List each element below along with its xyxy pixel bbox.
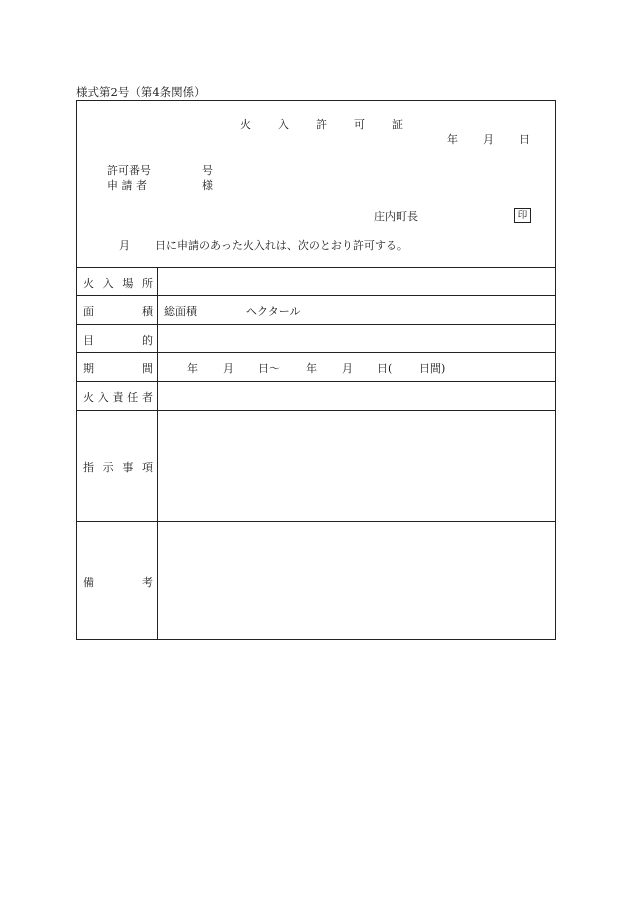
permit-number-suffix: 号 xyxy=(202,164,213,177)
applicant-honorific: 様 xyxy=(202,179,213,192)
permit-statement: 日に申請のあった火入れは、次のとおり許可する。 xyxy=(155,239,408,252)
period-label: 期 間 xyxy=(83,362,153,375)
period-start-day: 日〜 xyxy=(258,362,280,375)
row-divider xyxy=(77,410,555,411)
row-divider xyxy=(77,295,555,296)
seal-mark: 印 xyxy=(514,208,531,223)
period-end-day: 日( xyxy=(377,362,393,375)
period-start-year: 年 xyxy=(187,362,198,375)
applicant-label: 申 請 者 xyxy=(107,179,147,192)
remarks-label: 備 考 xyxy=(83,576,153,589)
title-char: 許 xyxy=(316,118,327,131)
area-label: 面 積 xyxy=(83,305,153,318)
issue-date-day: 日 xyxy=(519,133,530,146)
title-char: 可 xyxy=(354,118,365,131)
row-divider xyxy=(77,267,555,268)
row-divider xyxy=(77,352,555,353)
location-label: 火 入 場 所 xyxy=(83,277,153,290)
period-end-month: 月 xyxy=(342,362,353,375)
permit-form xyxy=(76,100,556,640)
responsible-person-label: 火 入 責 任 者 xyxy=(83,391,153,404)
issuer-name: 庄内町長 xyxy=(374,210,418,223)
period-end-year: 年 xyxy=(306,362,317,375)
title-char: 証 xyxy=(392,118,403,131)
form-number-label: 様式第2号（第4条関係） xyxy=(76,85,206,99)
period-start-month: 月 xyxy=(223,362,234,375)
document-title xyxy=(240,116,403,132)
issue-date-year: 年 xyxy=(447,133,458,146)
period-days: 日間) xyxy=(419,362,446,375)
column-divider xyxy=(157,267,158,639)
area-unit: ヘクタール xyxy=(246,305,301,318)
row-divider xyxy=(77,324,555,325)
purpose-label: 目 的 xyxy=(83,334,153,347)
title-char: 火 xyxy=(240,118,251,131)
statement-month: 月 xyxy=(119,239,130,252)
total-area-label: 総面積 xyxy=(164,305,197,318)
title-char: 入 xyxy=(278,118,289,131)
row-divider xyxy=(77,521,555,522)
row-divider xyxy=(77,381,555,382)
instructions-label: 指 示 事 項 xyxy=(83,461,153,474)
permit-number-label: 許可番号 xyxy=(107,164,151,177)
issue-date-month: 月 xyxy=(483,133,494,146)
issue-date xyxy=(447,131,530,147)
